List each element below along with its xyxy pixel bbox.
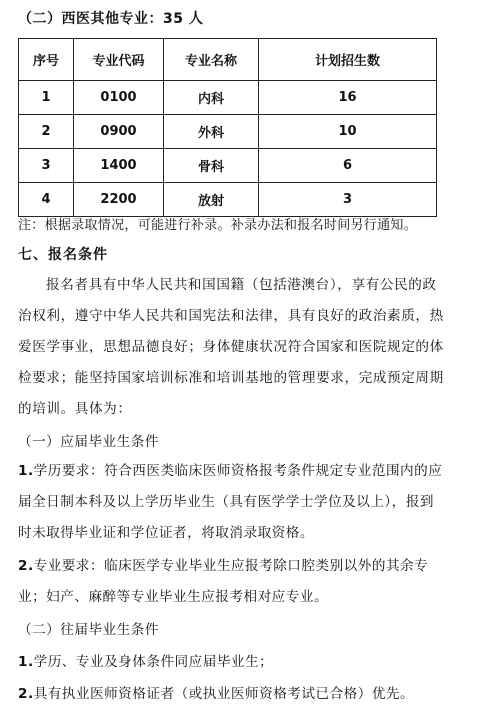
table-cell: 2 — [19, 115, 74, 149]
item-text: 具有执业医师资格证者（或执业医师资格考试已合格）优先。 — [33, 686, 415, 702]
subsection-title: （一）应届毕业生条件 — [18, 434, 159, 450]
requirement-item — [18, 682, 414, 702]
table-header-row — [19, 39, 437, 81]
item-number: 1. — [18, 654, 34, 670]
column-header: 专业代码 — [74, 39, 164, 81]
table-row — [19, 183, 437, 217]
table-cell: 内科 — [164, 81, 259, 115]
section-heading: （二）西医其他专业：35 人 — [18, 11, 204, 27]
item-number: 2. — [18, 686, 34, 702]
table-cell: 放射 — [164, 183, 259, 217]
item-number: 2. — [18, 558, 34, 574]
table-row — [19, 149, 437, 183]
column-header: 计划招生数 — [259, 39, 437, 81]
table-row — [19, 81, 437, 115]
table-cell: 外科 — [164, 115, 259, 149]
item-text: 学历、专业及身体条件同应届毕业生； — [33, 654, 274, 670]
item-text: 专业要求：临床医学专业毕业生应报考除口腔类别以外的其余专业；妇产、麻醉等专业毕业生应报考相对应专业。 — [18, 558, 429, 605]
table-cell: 3 — [259, 183, 437, 217]
note-text: 注：根据录取情况，可能进行补录。补录办法和报名时间另行通知。 — [18, 218, 418, 233]
table-cell: 3 — [19, 149, 74, 183]
requirement-item — [18, 650, 273, 670]
intro-paragraph: 报名者具有中华人民共和国国籍（包括港澳台），享有公民的政治权利，遵守中华人民共和国宪法和法律，具有良好的政治素质，热爱医学事业，思想品德良好；身体健康状况符合国家和医院规定的体检要求；能坚持国家培训标准和培训基地的管理要求，完成预定周期的培训。具体为： — [18, 277, 444, 417]
table-cell: 1 — [19, 81, 74, 115]
requirement-item — [18, 456, 448, 549]
requirement-item — [18, 551, 448, 613]
table-cell: 骨科 — [164, 149, 259, 183]
table-cell: 2200 — [74, 183, 164, 217]
table-cell: 16 — [259, 81, 437, 115]
quota-table — [18, 38, 437, 217]
table-cell: 4 — [19, 183, 74, 217]
table-cell: 0100 — [74, 81, 164, 115]
section-title: 七、报名条件 — [18, 247, 108, 263]
item-text: 学历要求：符合西医类临床医师资格报考条件规定专业范围内的应届全日制本科及以上学历毕业生（具有医学学士学位及以上），报到时未取得毕业证和学位证者，将取消录取资格。 — [18, 463, 443, 541]
subsection-title: （二）往届毕业生条件 — [18, 622, 159, 638]
table-row — [19, 115, 437, 149]
table-cell: 1400 — [74, 149, 164, 183]
column-header: 专业名称 — [164, 39, 259, 81]
table-cell: 0900 — [74, 115, 164, 149]
table-cell: 10 — [259, 115, 437, 149]
item-number: 1. — [18, 463, 34, 479]
column-header: 序号 — [19, 39, 74, 81]
table-cell: 6 — [259, 149, 437, 183]
